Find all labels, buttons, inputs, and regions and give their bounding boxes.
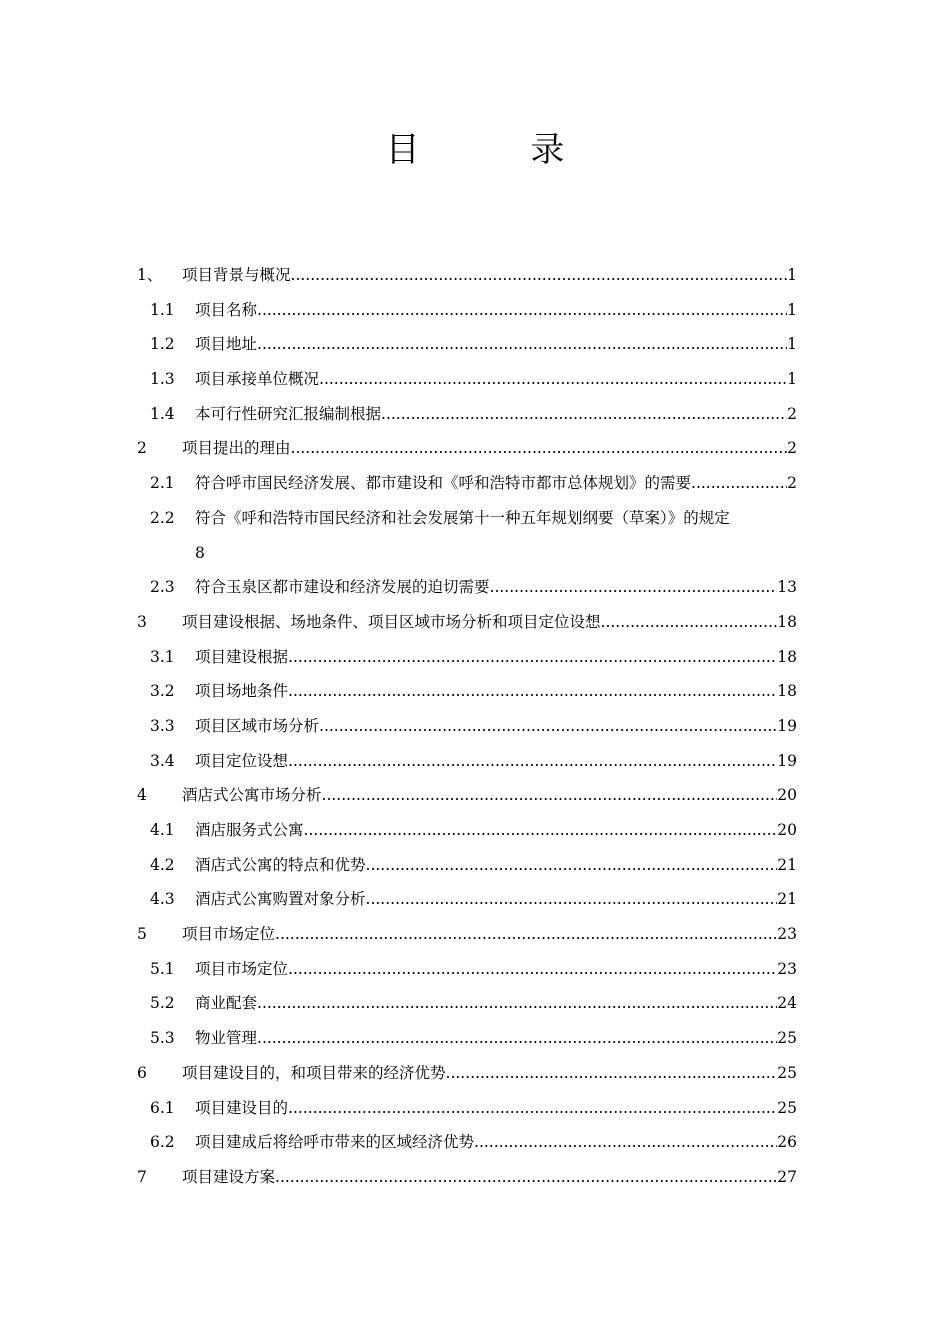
toc-number: 3 — [137, 612, 147, 631]
toc-page: 8 — [195, 543, 205, 562]
toc-leader — [366, 848, 778, 883]
toc-number: 4.3 — [150, 890, 175, 909]
toc-leader — [291, 431, 788, 466]
toc-page: 1 — [787, 300, 797, 319]
toc-number: 6.2 — [150, 1133, 175, 1152]
toc-entry[interactable] — [137, 293, 797, 328]
toc-leader — [288, 640, 777, 675]
toc-entry[interactable] — [137, 362, 797, 397]
toc-number: 1、 — [137, 266, 163, 284]
toc-page: 1 — [787, 266, 797, 284]
toc-page: 2 — [787, 439, 797, 458]
toc-title: 酒店服务式公寓 — [195, 821, 304, 840]
toc-page: 2 — [787, 404, 797, 423]
toc-number: 1.4 — [150, 404, 175, 423]
toc-entry[interactable] — [137, 501, 797, 570]
toc-page: 23 — [777, 925, 797, 944]
toc-page: 25 — [777, 1063, 797, 1082]
toc-page: 18 — [777, 612, 797, 631]
toc-number: 5 — [137, 925, 147, 944]
toc-page: 2 — [787, 474, 797, 493]
toc-number: 6 — [137, 1063, 147, 1082]
toc-title: 项目地址 — [195, 335, 258, 354]
toc-entry[interactable] — [137, 986, 797, 1021]
toc-title: 符合《呼和浩特市国民经济和社会发展第十一种五年规划纲要（草案）》的规定 — [195, 508, 730, 527]
toc-entry[interactable] — [137, 848, 797, 883]
toc-title: 项目建设方案 — [182, 1167, 276, 1186]
toc-number: 4.2 — [150, 855, 175, 874]
toc-entry[interactable] — [137, 1125, 797, 1160]
toc-page: 1 — [787, 335, 797, 354]
toc-leader — [257, 293, 787, 328]
toc-title: 物业管理 — [195, 1029, 258, 1048]
toc-title: 项目定位设想 — [195, 751, 289, 770]
toc-leader — [490, 570, 778, 605]
toc-title: 项目承接单位概况 — [195, 370, 320, 389]
toc-entry[interactable] — [137, 674, 797, 709]
toc-leader — [319, 709, 777, 744]
table-of-contents — [137, 258, 797, 1195]
toc-entry[interactable] — [137, 1056, 797, 1091]
toc-leader — [288, 744, 777, 779]
toc-leader — [275, 917, 777, 952]
toc-page: 27 — [777, 1167, 797, 1186]
toc-leader — [319, 362, 787, 397]
toc-title: 符合玉泉区都市建设和经济发展的迫切需要 — [195, 578, 490, 597]
toc-leader — [275, 1160, 777, 1195]
toc-entry[interactable] — [137, 1160, 797, 1195]
toc-number: 2.3 — [150, 578, 175, 597]
toc-title: 符合呼市国民经济发展、都市建设和《呼和浩特市都市总体规划》的需要 — [195, 474, 692, 493]
toc-page: 21 — [777, 890, 797, 909]
toc-entry[interactable] — [137, 258, 797, 293]
toc-number: 2 — [137, 439, 147, 458]
toc-page: 25 — [777, 1029, 797, 1048]
toc-page: 26 — [777, 1133, 797, 1152]
toc-number: 6.1 — [150, 1098, 175, 1117]
toc-title: 酒店式公寓的特点和优势 — [195, 855, 366, 874]
toc-title: 项目建设目的，和项目带来的经济优势 — [182, 1063, 446, 1082]
toc-leader — [257, 986, 777, 1021]
toc-leader — [322, 778, 778, 813]
toc-entry[interactable] — [137, 778, 797, 813]
toc-title: 项目建设根据、场地条件、项目区域市场分析和项目定位设想 — [182, 612, 601, 631]
toc-page: 19 — [777, 716, 797, 735]
toc-number: 5.2 — [150, 994, 175, 1013]
toc-entry[interactable] — [137, 744, 797, 779]
toc-entry[interactable] — [137, 1091, 797, 1126]
toc-title: 项目市场定位 — [182, 925, 276, 944]
toc-title: 酒店式公寓市场分析 — [182, 786, 322, 805]
toc-title: 商业配套 — [195, 994, 258, 1013]
toc-number: 1.1 — [150, 300, 175, 319]
toc-leader — [601, 605, 778, 640]
toc-page: 18 — [777, 682, 797, 701]
toc-entry[interactable] — [137, 466, 797, 501]
toc-entry[interactable] — [137, 397, 797, 432]
toc-number: 3.4 — [150, 751, 175, 770]
toc-page: 24 — [777, 994, 797, 1013]
toc-number: 3.1 — [150, 647, 175, 666]
toc-page: 18 — [777, 647, 797, 666]
toc-number: 5.1 — [150, 959, 175, 978]
toc-title: 酒店式公寓购置对象分析 — [195, 890, 366, 909]
toc-entry[interactable] — [137, 431, 797, 466]
toc-leader — [288, 952, 777, 987]
toc-leader — [366, 882, 778, 917]
toc-page: 19 — [777, 751, 797, 770]
toc-title: 项目场地条件 — [195, 682, 289, 701]
toc-page: 25 — [777, 1098, 797, 1117]
toc-title: 项目建设目的 — [195, 1098, 289, 1117]
toc-number: 4 — [137, 786, 147, 805]
toc-leader — [257, 1021, 777, 1056]
toc-page: 20 — [777, 786, 797, 805]
toc-number: 1.2 — [150, 335, 175, 354]
toc-leader — [291, 258, 788, 293]
toc-page: 13 — [777, 578, 797, 597]
toc-number: 7 — [137, 1167, 147, 1186]
page-title: 目 录 — [385, 130, 615, 170]
toc-title: 本可行性研究汇报编制根据 — [195, 404, 382, 423]
toc-number: 3.3 — [150, 716, 175, 735]
toc-number: 2.2 — [150, 508, 175, 527]
toc-entry[interactable] — [137, 1021, 797, 1056]
toc-number: 2.1 — [150, 474, 175, 493]
toc-title: 项目背景与概况 — [182, 266, 291, 284]
toc-entry[interactable] — [137, 605, 797, 640]
toc-entry[interactable] — [137, 640, 797, 675]
toc-title: 项目名称 — [195, 300, 258, 319]
toc-entry[interactable] — [137, 327, 797, 362]
toc-title: 项目市场定位 — [195, 959, 289, 978]
toc-title: 项目建设根据 — [195, 647, 289, 666]
toc-title: 项目区域市场分析 — [195, 716, 320, 735]
toc-title: 项目提出的理由 — [182, 439, 291, 458]
toc-number: 1.3 — [150, 370, 175, 389]
toc-leader — [381, 397, 787, 432]
toc-page: 21 — [777, 855, 797, 874]
toc-entry[interactable] — [137, 952, 797, 987]
toc-page: 1 — [787, 370, 797, 389]
toc-entry[interactable] — [137, 813, 797, 848]
toc-page: 23 — [777, 959, 797, 978]
toc-entry[interactable] — [137, 709, 797, 744]
toc-leader — [691, 466, 787, 501]
toc-title: 项目建成后将给呼市带来的区域经济优势 — [195, 1133, 475, 1152]
toc-leader — [304, 813, 778, 848]
toc-leader — [474, 1125, 777, 1160]
toc-number: 5.3 — [150, 1029, 175, 1048]
toc-entry[interactable] — [137, 570, 797, 605]
toc-number: 3.2 — [150, 682, 175, 701]
toc-page: 20 — [777, 821, 797, 840]
toc-leader — [288, 1091, 777, 1126]
toc-leader — [446, 1056, 778, 1091]
toc-number: 4.1 — [150, 821, 175, 840]
toc-leader — [257, 327, 787, 362]
toc-entry[interactable] — [137, 917, 797, 952]
toc-entry[interactable] — [137, 882, 797, 917]
toc-leader — [288, 674, 777, 709]
